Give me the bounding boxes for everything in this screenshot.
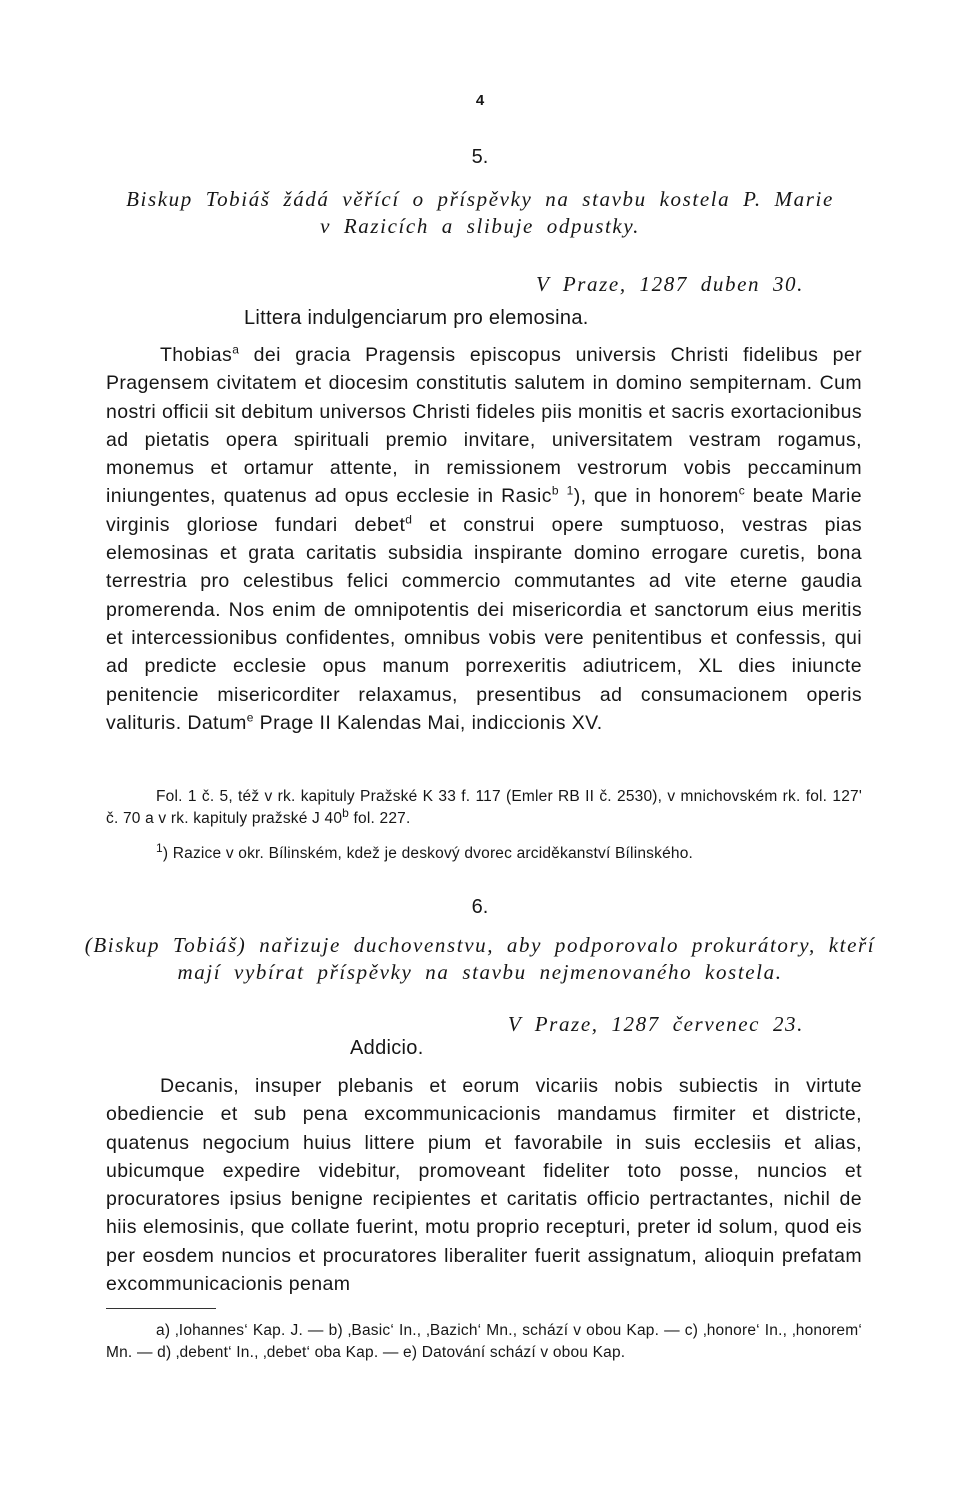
critical-apparatus	[106, 1320, 862, 1364]
charter-title	[60, 186, 900, 240]
charter-title-line: mají vybírat příspěvky na stavbu nejmenovaného kostela.	[177, 960, 783, 984]
source-note-paragraph	[106, 786, 862, 830]
text-segment: dei gracia Pragensis episcopus universis Christi fidelibus per Pragensem civitatem et diocesim constitutis salutem in domino sempiternam. Cum nostri officii sit debitum universos Christi fideles piis monitis et sacris exortacionibus ad pietatis opera spirituali premio invitare, universitatem vestram rogamus, monemus et ortamur attente, in remissionem vestrorum vobis peccaminum iniungentes, quatenus ad opus ecclesie in Rasic	[106, 344, 862, 508]
charter-number: 5.	[471, 146, 489, 168]
charter-title-line: v Razicích a slibuje odpustky.	[320, 214, 640, 238]
footnote-mark: d	[405, 512, 413, 527]
text-segment: Fol. 1 č. 5, též v rk. kapituly Pražské K 33 f. 117 (Emler RB II č. 2530), v mnichovském rk. fol. 127' č. 70 a v rk. kapituly pražské J 40	[106, 788, 862, 827]
charter-heading: Addicio.	[350, 1037, 424, 1059]
charter-body	[106, 341, 862, 737]
charter-heading: Littera indulgenciarum pro elemosina.	[244, 307, 589, 329]
text-segment: ) Razice v okr. Bílinském, kdež je deskový dvorec arciděkanství Bílinského.	[162, 845, 694, 862]
footnote-mark: b	[342, 805, 350, 820]
charter-body	[106, 1072, 862, 1298]
text-segment: fol. 227.	[349, 810, 411, 827]
explanatory-footnote	[106, 840, 862, 865]
charter-number: 6.	[471, 896, 489, 918]
charter-title-line: Biskup Tobiáš žádá věřící o příspěvky na stavbu kostela P. Marie	[126, 187, 834, 211]
charter-dateline: V Praze, 1287 červenec 23.	[507, 1012, 804, 1036]
charter-title	[60, 932, 900, 986]
charter-paragraph	[106, 341, 862, 737]
footnote-mark: 1	[566, 483, 574, 498]
footnote-mark: b	[551, 483, 559, 498]
charter-paragraph: Decanis, insuper plebanis et eorum vicariis nobis subiectis in virtute obediencie et sub pena excommunicacionis mandamus firmiter et districte, quatenus negocium huius littere pium et favorabile in suis ecclesiis et alias, ubicumque expedire videbitur, promoveant fideliter toto posse, nuncios et procuratores ipsius benigne recipientes et caritatis officio pertractantes, nichil de hiis elemosinis, que collate fuerint, motu proprio recepturi, preter id solum, quod eis per eosdem nuncios et procuratores liberaliter fuerit assignatum, alioquin prefatam excommunicacionis penam	[106, 1075, 862, 1296]
text-segment: Thobias	[160, 344, 233, 366]
text-segment: et construi opere sumptuoso, vestras pias elemosinas et grata caritatis subsidia inspirante domino errogare curetis, bona terrestria pro celestibus felici commercio commutantes ad vite eterne gaudia promerenda. Nos enim de omnipotentis dei misericordia et sanctorum eius meritis et intercessionibus confidentes, omnibus vobis vere penitentibus et confessis, qui ad predicte ecclesie opus manum porrexeritis adiutricem, XL dies iniuncte penitencie misericorditer relaxamus, presentibus ad consumacionem operis valituris. Datum	[106, 513, 863, 734]
explanatory-footnote-paragraph	[106, 840, 862, 865]
charter-title-line: (Biskup Tobiáš) nařizuje duchovenstvu, aby podporovalo prokurátory, kteří	[84, 933, 876, 957]
text-segment: ), que in honorem	[573, 485, 739, 508]
footnote-separator	[106, 1308, 216, 1309]
footnote-mark: c	[738, 483, 746, 498]
footnote-mark: e	[246, 710, 254, 725]
footnote-mark: 1	[156, 840, 163, 855]
page-number: 4	[475, 92, 485, 109]
charter-dateline: V Praze, 1287 duben 30.	[535, 272, 804, 296]
footnote-mark: a	[232, 342, 240, 357]
text-segment: Prage II Kalendas Mai, indiccionis XV.	[253, 711, 603, 734]
source-note	[106, 786, 862, 830]
text-segment: beate Marie virginis gloriose fundari debet	[106, 485, 862, 536]
critical-apparatus-paragraph: a) ‚Iohannes‘ Kap. J. — b) ‚Basic‘ In., ‚Bazich‘ Mn., schází v obou Kap. — c) ‚honore‘ In., ‚honorem‘ Mn. — d) ‚debent‘ In., ‚debet‘ oba Kap. — e) Datování schází v obou Kap.	[106, 1322, 862, 1361]
